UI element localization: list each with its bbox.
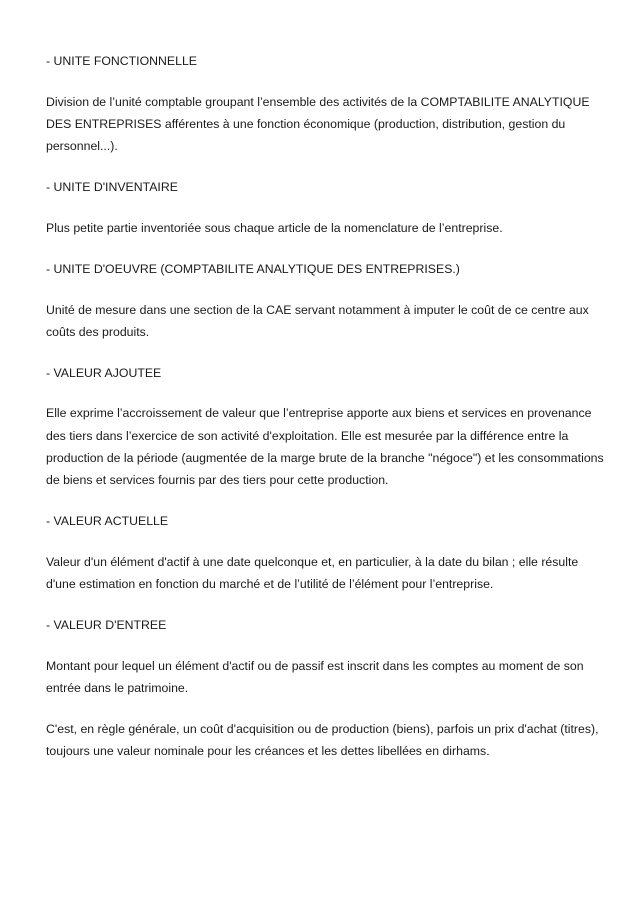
entry-definition: Division de l’unité comptable groupant l’ensemble des activités de la COMPTABILITE ANALYTIQUE DES ENTREPRISES afférentes à une fonction économique (production, distribution, gestion du personnel...). [46, 94, 590, 154]
entry-definition: Plus petite partie inventoriée sous chaque article de la nomenclature de l’entreprise. [46, 220, 503, 235]
entry-heading-unite-fonctionnelle: - UNITE FONCTIONNELLE [46, 54, 197, 68]
entry-heading-unite-oeuvre: - UNITE D'OEUVRE (COMPTABILITE ANALYTIQUE DES ENTREPRISES.) [46, 261, 460, 276]
entry-definition: Montant pour lequel un élément d'actif ou de passif est inscrit dans les comptes au moment de son entrée dans le patrimoine. [46, 658, 584, 696]
document-page [46, 50, 606, 781]
entry-definition: Unité de mesure dans une section de la CAE servant notamment à imputer le coût de ce centre aux coûts des produits. [46, 302, 589, 339]
entry-definition-continued: C'est, en règle générale, un coût d'acquisition ou de production (biens), parfois un prix d'achat (titres), toujours une valeur nominale pour les créances et les dettes libellées en dirhams. [46, 721, 599, 759]
entry-heading-valeur-actuelle: - VALEUR ACTUELLE [46, 514, 169, 529]
entry-definition: Elle exprime l’accroissement de valeur que l’entreprise apporte aux biens et services en provenance des tiers dans l’exercice de son activité d'exploitation. Elle est mesurée par la différence entre la production de la période (augmentée de la marge brute de la branche "négoce") et les consommations de biens et services fournis par des tiers pour cette production. [46, 406, 604, 488]
entry-heading-valeur-entree: - VALEUR D'ENTREE [46, 618, 167, 633]
entry-definition: Valeur d'un élément d'actif à une date quelconque et, en particulier, à la date du bilan ; elle résulte d'une estimation en fonction du marché et de l’utilité de l’élément pour l’entreprise. [46, 554, 579, 592]
entry-heading-unite-inventaire: - UNITE D'INVENTAIRE [46, 180, 178, 195]
entry-heading-valeur-ajoutee: - VALEUR AJOUTEE [46, 365, 162, 380]
